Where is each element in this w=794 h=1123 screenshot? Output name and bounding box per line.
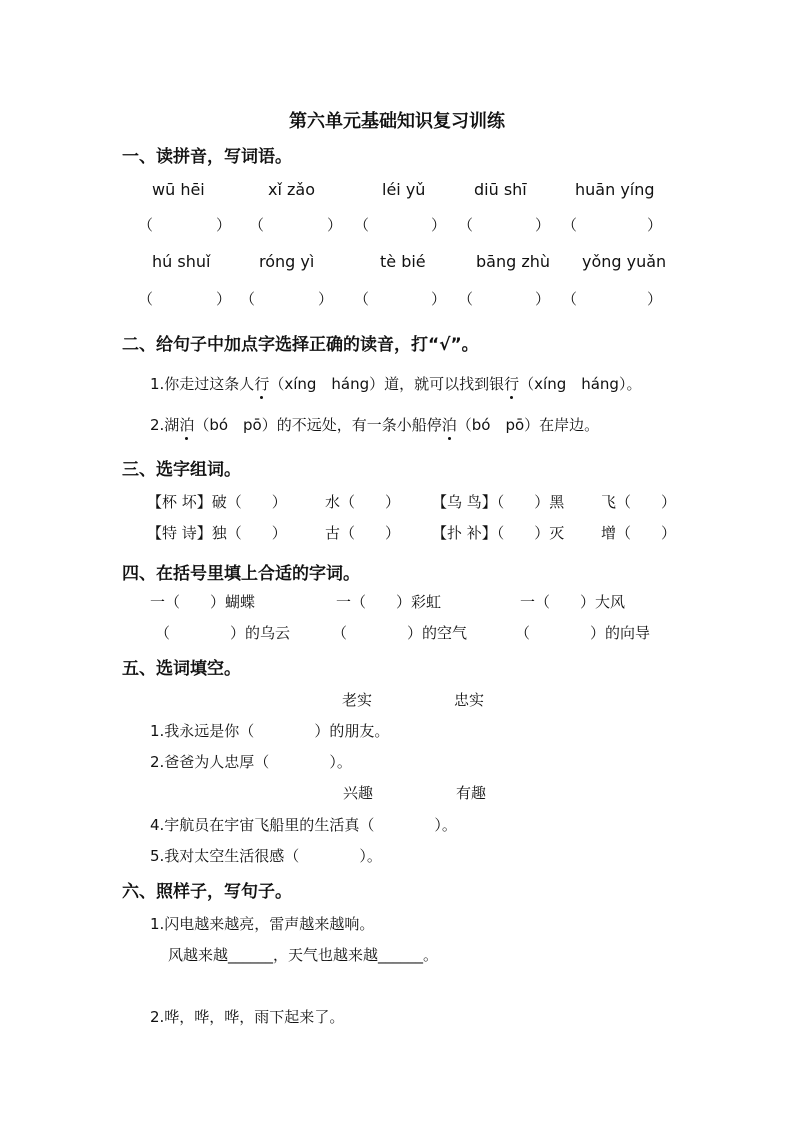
fill-item: 一（ ）蝴蝶	[150, 593, 256, 611]
answer-paren-close: ）	[216, 216, 232, 234]
fill-item: （ ）的向导	[515, 624, 651, 642]
word-option: 兴趣	[343, 784, 374, 802]
section-5-heading: 五、选词填空。	[122, 659, 241, 679]
word-option: 忠实	[454, 691, 485, 709]
pinyin-6: hú shuǐ	[152, 252, 211, 271]
question-text: 2.湖	[150, 416, 180, 434]
word-option: 有趣	[456, 784, 487, 802]
example-sentence: 1.闪电越来越亮，雷声越来越响。	[150, 915, 375, 933]
question-text: （bó pō）的不远处，有一条小船停	[194, 416, 442, 434]
pinyin-8: tè bié	[380, 252, 426, 271]
dotted-char: 泊	[179, 416, 195, 434]
pinyin-10: yǒng yuǎn	[582, 252, 667, 271]
answer-paren-close: ）	[647, 290, 663, 308]
word-option: 老实	[342, 691, 373, 709]
word-group: 【特 诗】独（ ）	[147, 524, 287, 542]
dotted-char: 行	[254, 375, 270, 393]
word-group: 【扑 补】（ ）灭	[432, 524, 565, 542]
pinyin-2: xǐ zǎo	[268, 180, 315, 199]
answer-paren-open: （	[138, 290, 154, 308]
fill-item: 一（ ）大风	[520, 593, 626, 611]
fill-sentence: 1.我永远是你（ ）的朋友。	[150, 722, 390, 740]
word-group: 增（ ）	[601, 524, 677, 542]
answer-paren-close: ）	[431, 216, 447, 234]
answer-paren-open: （	[240, 290, 256, 308]
answer-paren-open: （	[354, 216, 370, 234]
dotted-char: 行	[504, 375, 520, 393]
section-4-heading: 四、在括号里填上合适的字词。	[122, 564, 360, 584]
pinyin-4: diū shī	[474, 180, 527, 199]
fill-sentence: 风越来越______，天气也越来越______。	[168, 946, 439, 964]
pinyin-3: léi yǔ	[382, 180, 426, 199]
pinyin-9: bāng zhù	[476, 252, 551, 271]
question-2-2	[150, 414, 599, 435]
section-1-heading: 一、读拼音，写词语。	[122, 147, 292, 167]
answer-paren-open: （	[458, 290, 474, 308]
question-text: （xíng háng）道，就可以找到银	[269, 375, 505, 393]
pinyin-5: huān yíng	[575, 180, 655, 199]
dotted-char: 泊	[441, 416, 457, 434]
word-group: 【杯 坏】破（ ）	[147, 493, 287, 511]
question-text: （bó pō）在岸边。	[456, 416, 600, 434]
answer-paren-close: ）	[647, 216, 663, 234]
page-title: 第六单元基础知识复习训练	[289, 111, 505, 132]
pinyin-1: wū hēi	[152, 180, 205, 199]
answer-paren-open: （	[562, 290, 578, 308]
section-2-heading: 二、给句子中加点字选择正确的读音，打“√”。	[122, 335, 479, 355]
word-group: 【乌 鸟】（ ）黑	[432, 493, 565, 511]
fill-sentence: 5.我对太空生活很感（ ）。	[150, 847, 382, 865]
question-2-1	[150, 373, 641, 394]
answer-paren-close: ）	[431, 290, 447, 308]
answer-paren-open: （	[249, 216, 265, 234]
answer-paren-open: （	[138, 216, 154, 234]
answer-paren-close: ）	[535, 290, 551, 308]
answer-paren-close: ）	[327, 216, 343, 234]
word-group: 古（ ）	[325, 524, 401, 542]
answer-paren-close: ）	[216, 290, 232, 308]
word-group: 飞（ ）	[601, 493, 677, 511]
fill-sentence: 2.爸爸为人忠厚（ ）。	[150, 753, 352, 771]
question-text: 1.你走过这条人	[150, 375, 255, 393]
word-group: 水（ ）	[325, 493, 401, 511]
section-6-heading: 六、照样子，写句子。	[122, 882, 292, 902]
example-sentence: 2.哗，哗，哗，雨下起来了。	[150, 1008, 345, 1026]
answer-paren-close: ）	[535, 216, 551, 234]
answer-paren-open: （	[354, 290, 370, 308]
fill-item: 一（ ）彩虹	[336, 593, 442, 611]
answer-paren-open: （	[458, 216, 474, 234]
answer-paren-open: （	[562, 216, 578, 234]
pinyin-7: róng yì	[259, 252, 315, 271]
question-text: （xíng háng）。	[519, 375, 642, 393]
fill-item: （ ）的空气	[332, 624, 468, 642]
section-3-heading: 三、选字组词。	[122, 460, 241, 480]
fill-sentence: 4.宇航员在宇宙飞船里的生活真（ ）。	[150, 816, 457, 834]
answer-paren-close: ）	[318, 290, 334, 308]
fill-item: （ ）的乌云	[155, 624, 291, 642]
